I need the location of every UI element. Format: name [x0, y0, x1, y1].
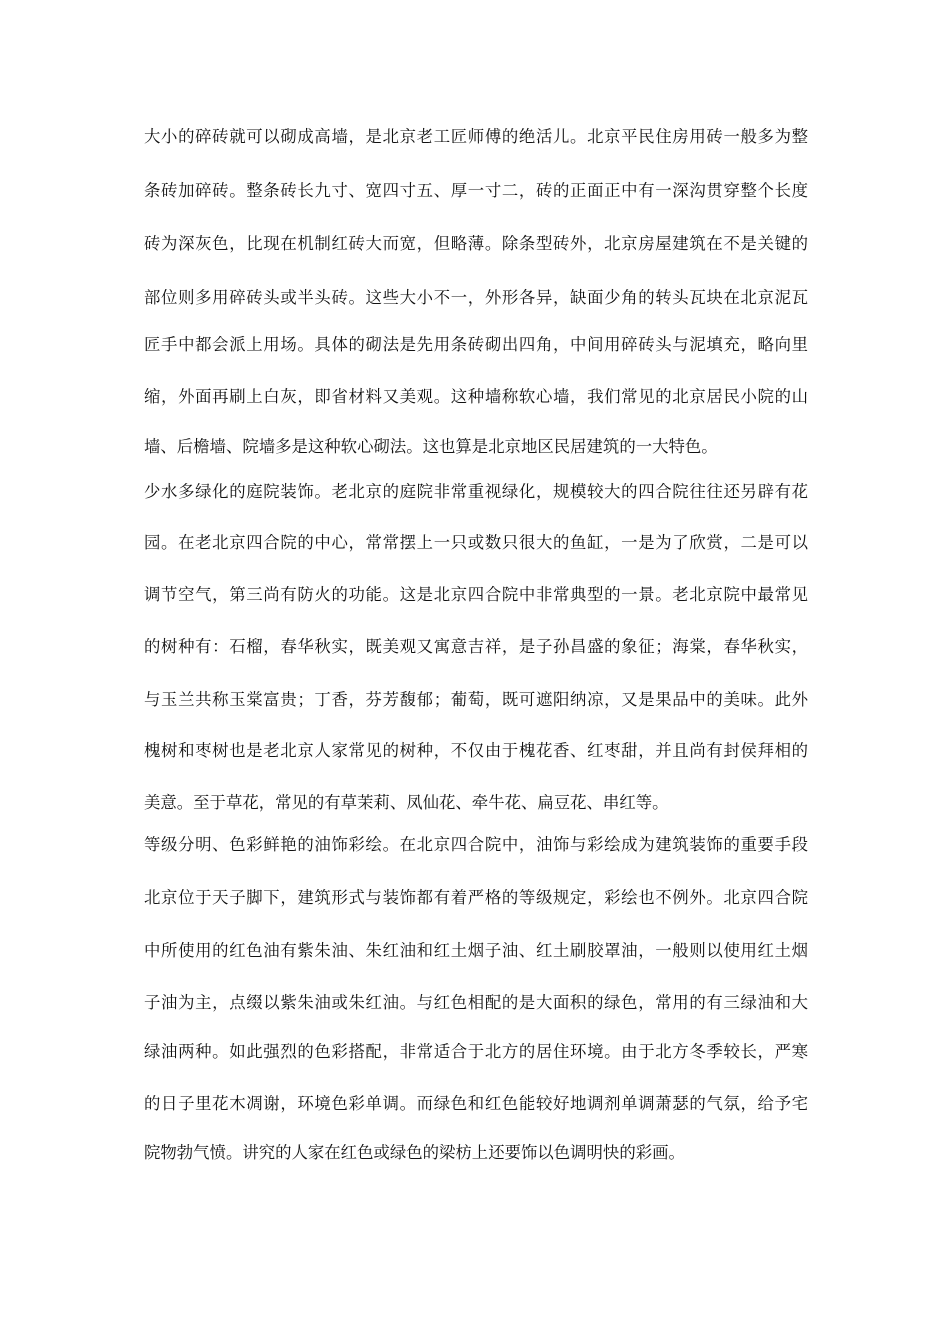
text-line: 的树种有：石榴，春华秋实，既美观又寓意吉祥，是子孙昌盛的象征；海棠，春华秋实，	[144, 637, 808, 656]
text-line: 园。在老北京四合院的中心，常常摆上一只或数只很大的鱼缸，一是为了欣赏，二是可以	[144, 533, 808, 552]
text-line: 的日子里花木凋谢，环境色彩单调。而绿色和红色能较好地调剂单调萧瑟的气氛，给予宅	[144, 1094, 808, 1113]
text-line: 少水多绿化的庭院装饰。老北京的庭院非常重视绿化，规模较大的四合院往往还另辟有花	[144, 482, 808, 501]
text-line: 墙、后檐墙、院墙多是这种软心砌法。这也算是北京地区民居建筑的一大特色。	[144, 437, 718, 456]
text-line: 匠手中都会派上用场。具体的砌法是先用条砖砌出四角，中间用碎砖头与泥填充，略向里	[144, 335, 808, 354]
text-line: 绿油两种。如此强烈的色彩搭配，非常适合于北方的居住环境。由于北方冬季较长，严寒	[144, 1042, 808, 1061]
text-line: 北京位于天子脚下，建筑形式与装饰都有着严格的等级规定，彩绘也不例外。北京四合院	[144, 888, 808, 907]
text-line: 院物勃气愤。讲究的人家在红色或绿色的梁枋上还要饰以色调明快的彩画。	[144, 1143, 685, 1162]
text-line: 部位则多用碎砖头或半头砖。这些大小不一，外形各异，缺面少角的转头瓦块在北京泥瓦	[144, 288, 808, 307]
text-line: 子油为主，点缀以紫朱油或朱红油。与红色相配的是大面积的绿色，常用的有三绿油和大	[144, 993, 808, 1012]
text-line: 美意。至于草花，常见的有草茉莉、凤仙花、牵牛花、扁豆花、串红等。	[144, 793, 669, 812]
text-line: 砖为深灰色，比现在机制红砖大而宽，但略薄。除条型砖外，北京房屋建筑在不是关键的	[144, 234, 808, 253]
text-line: 缩，外面再刷上白灰，即省材料又美观。这种墙称软心墙，我们常见的北京居民小院的山	[144, 387, 808, 406]
text-line: 等级分明、色彩鲜艳的油饰彩绘。在北京四合院中，油饰与彩绘成为建筑装饰的重要手段	[144, 835, 808, 854]
text-line: 大小的碎砖就可以砌成高墙，是北京老工匠师傅的绝活儿。北京平民住房用砖一般多为整	[144, 127, 808, 146]
text-line: 调节空气，第三尚有防火的功能。这是北京四合院中非常典型的一景。老北京院中最常见	[144, 585, 808, 604]
text-line: 槐树和枣树也是老北京人家常见的树种，不仅由于槐花香、红枣甜，并且尚有封侯拜相的	[144, 741, 808, 760]
text-line: 中所使用的红色油有紫朱油、朱红油和红土烟子油、红土刷胶罩油，一般则以使用红土烟	[144, 941, 808, 960]
text-line: 条砖加碎砖。整条砖长九寸、宽四寸五、厚一寸二，砖的正面正中有一深沟贯穿整个长度	[144, 181, 808, 200]
text-line: 与玉兰共称玉棠富贵；丁香，芬芳馥郁；葡萄，既可遮阳纳凉，又是果品中的美味。此外	[144, 690, 808, 709]
